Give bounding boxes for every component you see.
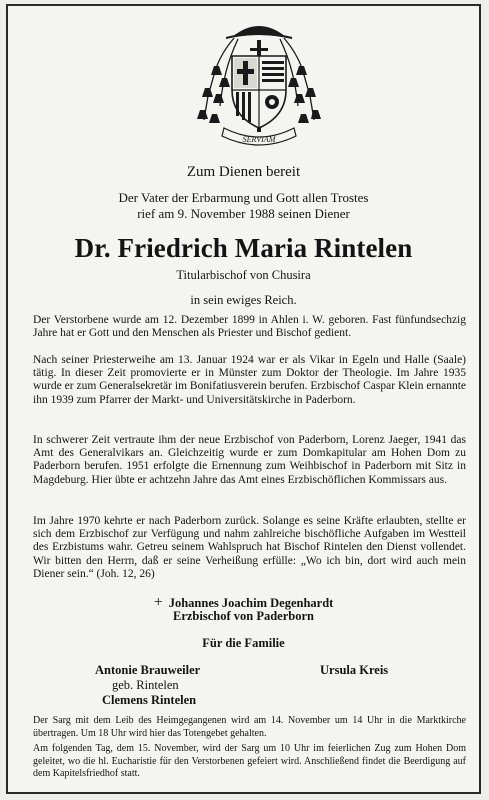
biography-paragraph-4: Im Jahre 1970 kehrte er nach Paderborn zurück. Solange es seine Kräfte erlaubten, stellte er sich dem Erzbischof zur Verfügung und nahm zahlreiche bischöfliche Aufgaben im Westteil des Erzbistums wahr. Getreu seinem Wahlspruch hat Bischof Rintelen den Dienst vollendet. Wir bitten den Herrn, daß er seine Verheißung erfülle: „Wo ich bin, dort wird auch mein Diener sein.“ (Joh. 12, 26) <box>33 515 466 580</box>
biography-paragraph-3: In schwerer Zeit vertraute ihm der neue Erzbischof von Paderborn, Lorenz Jaeger, 1941 das Amt des Generalvikars an. Gleichzeitig wurde er zum Domkapitular am Hohen Dom zu Paderborn berufen. 1951 erfolgte die Ernennung zum Weihbischof in Paderborn mit Sitz in Magdeburg. Hier übte er achtzehn Jahre das Amt eines Erzbischöflichen Kommissars aus. <box>33 434 466 486</box>
biography-paragraph-1: Der Verstorbene wurde am 12. Dezember 1899 in Ahlen i. W. geboren. Fast fünfundsechzig Jahre hat er Gott und den Menschen als Priester und Bischof gedient. <box>33 314 466 340</box>
family-member-1-maiden-name: geb. Rintelen <box>112 678 179 692</box>
intro-line-1: Der Vater der Erbarmung und Gott allen Trostes <box>118 190 369 205</box>
intro-line-2: rief am 9. November 1988 seinen Diener <box>137 206 350 221</box>
episcopal-coat-of-arms <box>196 16 322 148</box>
family-member-1: Antonie Brauweiler <box>95 663 201 677</box>
cross-icon: + <box>153 594 163 611</box>
signatory-role: Erzbischof von Paderborn <box>173 609 314 623</box>
signatory-name: Johannes Joachim Degenhardt <box>168 596 334 610</box>
intro-end-line: in sein ewiges Reich. <box>190 293 297 307</box>
deceased-name: Dr. Friedrich Maria Rintelen <box>74 233 413 263</box>
biography-paragraph-2: Nach seiner Priesterweihe am 13. Januar 1924 war er als Vikar in Egeln und Halle (Saale) tätig. In dieser Zeit promovierte er in Münster zum Doktor der Theologie. Im Jahre 1935 wurde er zum Generalsekretär im Bonifatiusverein berufen. Erzbischof Caspar Klein ernannte ihn 1939 zum Pfarrer der Markt- und Universitätskirche in Paderborn. <box>33 354 466 406</box>
family-member-2: Clemens Rintelen <box>102 693 197 707</box>
family-member-3: Ursula Kreis <box>320 663 389 677</box>
obituary-notice <box>6 4 481 794</box>
motto-ribbon-text: SERVIAM <box>242 135 276 144</box>
family-heading: Für die Familie <box>202 636 285 650</box>
motto-line: Zum Dienen bereit <box>186 164 301 180</box>
funeral-info-paragraph-2: Am folgenden Tag, dem 15. November, wird der Sarg um 10 Uhr im feierlichen Zug zum Hohen Dom geleitet, wo die hl. Eucharistie für den Verstorbenen gefeiert wird. Anschließend findet die Beerdigung auf dem Kapitelsfriedhof statt. <box>33 743 466 779</box>
funeral-info-paragraph-1: Der Sarg mit dem Leib des Heimgegangenen wird am 14. November um 14 Uhr in die Marktkirche übertragen. Um 18 Uhr wird hier das Totengebet gehalten. <box>33 715 466 739</box>
deceased-title: Titularbischof von Chusira <box>176 268 311 282</box>
